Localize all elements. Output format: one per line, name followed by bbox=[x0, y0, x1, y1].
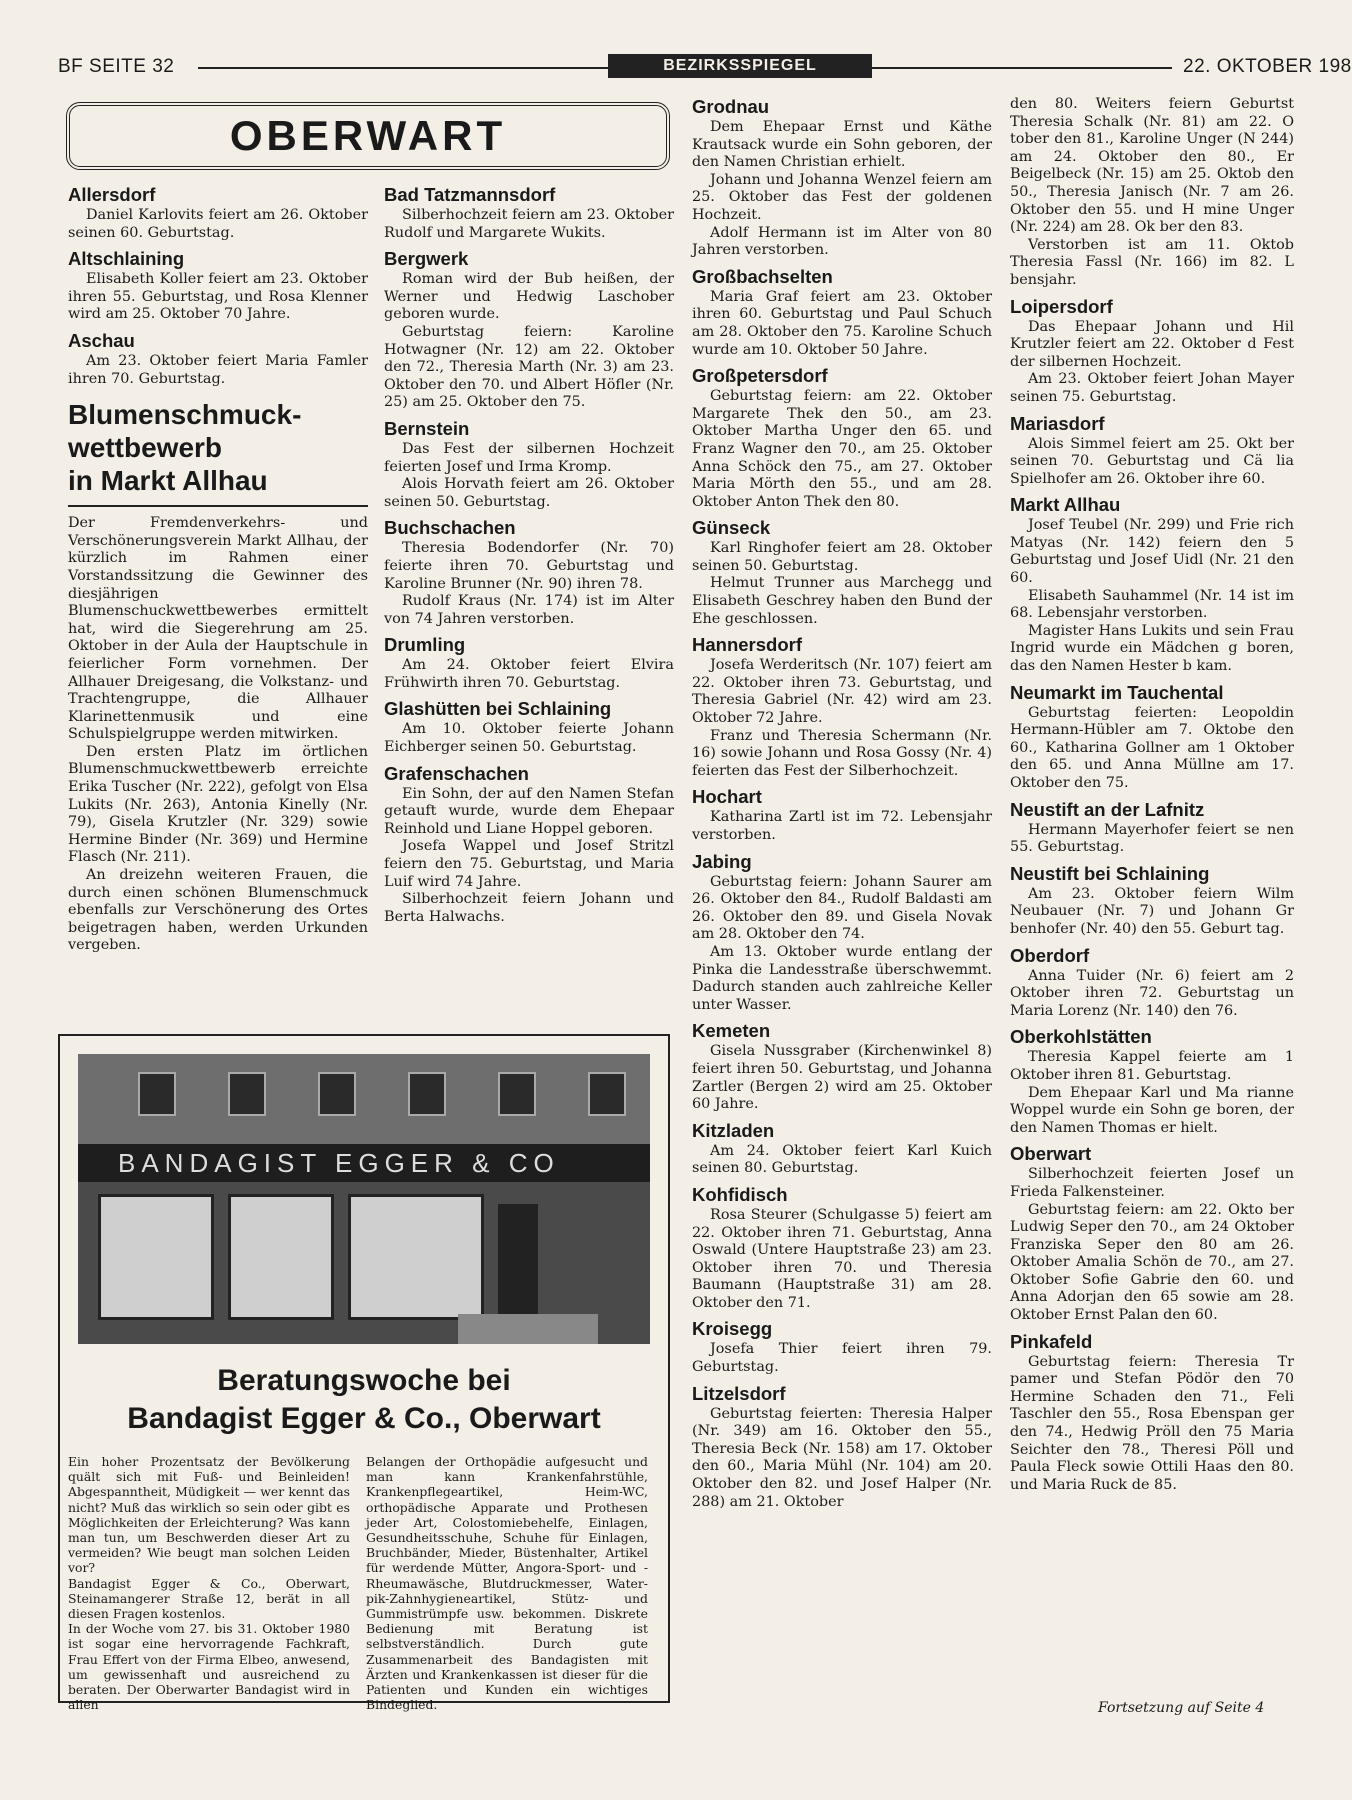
notice-text: Das Fest der silbernen Hochzeit feierten Josef und Irma Kromp. bbox=[384, 440, 674, 475]
notice-text: Katharina Zartl ist im 72. Lebensjahr verstorben. bbox=[692, 809, 992, 843]
notice-heading: Oberkohlstätten bbox=[1010, 1026, 1152, 1048]
notice-heading: Hannersdorf bbox=[692, 634, 802, 656]
notice-text: Adolf Hermann ist im Alter von 80 Jahren verstorben. bbox=[692, 224, 992, 259]
notice-text: Josef Teubel (Nr. 299) und Frie rich Matyas (Nr. 142) feiern den 5 Geburtstag und Josef Uidl (Nr. 21 den 60. bbox=[1010, 517, 1294, 587]
ad-text-left bbox=[68, 1454, 350, 1712]
column-4 bbox=[1010, 96, 1294, 1692]
notice-text: Magister Hans Lukits und sein Frau Ingrid wurde ein Mädchen g boren, das den Namen Hester b kam. bbox=[1010, 622, 1294, 675]
notice-heading: Neumarkt im Tauchental bbox=[1010, 681, 1224, 703]
notice-heading: Mariasdorf bbox=[1010, 412, 1105, 434]
notice-text: Helmut Trunner aus Marchegg und Elisabeth Geschrey haben den Bund der Ehe geschlossen. bbox=[692, 575, 992, 627]
notice-text: Daniel Karlovits feiert am 26. Oktober seinen 60. Geburtstag. bbox=[68, 207, 368, 241]
notice-text: Alois Horvath feiert am 26. Oktober seinen 50. Geburtstag. bbox=[384, 476, 674, 510]
notice-heading: Jabing bbox=[692, 850, 752, 872]
advertisement bbox=[58, 1034, 670, 1713]
notice-text: Geburtstag feiern: Karoline Hotwagner (Nr. 12) am 22. Oktober den 72., Theresia Marth (Nr. 3) am 23. Oktober den 70. und Albert Höfler (Nr. 25) am 25. Oktober den 75. bbox=[384, 323, 674, 411]
notice-text: Am 10. Oktober feierte Johann Eichberger seinen 50. Geburtstag. bbox=[384, 721, 674, 756]
notice-text: Gisela Nussgraber (Kirchenwinkel 8) feiert ihren 50. Geburtstag, und Johanna Zartler (Bergen 2) wird am 25. Oktober 60 Jahre. bbox=[692, 1043, 992, 1113]
ad-paragraph: Bandagist Egger & Co., Oberwart, Steinamangerer Straße 12, berät in all diesen Fragen kostenlos. bbox=[68, 1575, 350, 1622]
notice-text: Am 24. Oktober feiert Karl Kuich seinen 80. Geburtstag. bbox=[692, 1142, 992, 1177]
notice-text: Silberhochzeit feiern Johann und Berta Halwachs. bbox=[384, 891, 674, 925]
notice-text: Alois Simmel feiert am 25. Okt ber seinen 70. Geburtstag und Cä lia Spielhofer am 26. Oktober ihre 60. bbox=[1010, 435, 1294, 487]
notice-heading: Loipersdorf bbox=[1010, 295, 1113, 317]
ad-paragraph: Ein hoher Prozentsatz der Bevölkerung quält sich mit Fuß- und Beinleiden! Abgespanntheit, Müdigkeit — wer kennt das nicht? Muß das wirklich so sein oder gibt es Möglichkeiten der Erleichterung? Was kann man tun, um Beschwerden dieser Art zu vermeiden? Wie beugt man solchen Leiden vor? bbox=[68, 1454, 350, 1576]
notice-heading: Oberdorf bbox=[1010, 944, 1090, 966]
feature-title-line: in Markt Allhau bbox=[68, 465, 268, 497]
feature-title bbox=[68, 398, 368, 497]
notice-text: Karl Ringhofer feiert am 28. Oktober seinen 50. Geburtstag. bbox=[692, 540, 992, 574]
notice-text: Rosa Steurer (Schulgasse 5) feiert am 22. Oktober ihren 71. Geburtstag, Anna Oswald (Untere Hauptstraße 23) am 23. Oktober ihren 70. und Theresia Baumann (Hauptstraße 31) am 28. Oktober den 71. bbox=[692, 1206, 992, 1311]
notice-text: Silberhochzeit feierten Josef un Frieda Falkensteiner. bbox=[1010, 1166, 1294, 1200]
page-header bbox=[58, 50, 1352, 84]
section-label: BEZIRKSSPIEGEL bbox=[608, 54, 872, 78]
notice-text: Am 24. Oktober feiert Elvira Frühwirth ihren 70. Geburtstag. bbox=[384, 657, 674, 691]
notice-heading: Neustift bei Schlaining bbox=[1010, 862, 1210, 884]
notice-text: Josefa Thier feiert ihren 79. Geburtstag. bbox=[692, 1341, 992, 1376]
notice-heading: Grafenschachen bbox=[384, 762, 529, 784]
notice-text: Theresia Bodendorfer (Nr. 70) feierte ihren 70. Geburtstag und Karoline Brunner (Nr. 90) ihren 78. bbox=[384, 540, 674, 592]
notice-heading: Bernstein bbox=[384, 417, 470, 439]
feature-paragraph: An dreizehn weiteren Frauen, die durch einen schönen Blumenschmuck ebenfalls zur Verschönerung des Ortes beigetragen haben, werden Urkunden vergeben. bbox=[68, 867, 368, 954]
issue-date: 22. OKTOBER 198 bbox=[1183, 56, 1352, 77]
notice-heading: Drumling bbox=[384, 634, 466, 656]
notice-heading: Kemeten bbox=[692, 1020, 771, 1042]
notice-text: Dem Ehepaar Karl und Ma rianne Woppel wurde ein Sohn ge boren, der den Namen Thomas er hielt. bbox=[1010, 1084, 1294, 1136]
notice-heading: Neustift an der Lafnitz bbox=[1010, 798, 1205, 820]
notice-text: Theresia Kappel feierte am 1 Oktober ihren 81. Geburtstag. bbox=[1010, 1049, 1294, 1083]
feature-rule bbox=[68, 505, 368, 507]
window bbox=[138, 1072, 176, 1116]
notice-heading: Bergwerk bbox=[384, 248, 469, 270]
notice-text: Josefa Werderitsch (Nr. 107) feiert am 22. Oktober ihren 73. Geburtstag, und Theresia Gabriel (Nr. 42) wird am 23. Oktober 72 Jahre. bbox=[692, 657, 992, 727]
notice-text: den 80. Weiters feiern Geburtst Theresia Schalk (Nr. 81) am 22. O tober den 81., Karoline Unger (N 244) am 24. Oktober den 80., Er Beigelbeck (Nr. 15) am 25. Oktob den 50., Theresia Janisch (Nr. 7 am 26. Oktober den 55. und H mine Unger (Nr. 224) am 28. Ok ber den 83. bbox=[1010, 96, 1294, 236]
notice-text: Hermann Mayerhofer feiert se nen 55. Geburtstag. bbox=[1010, 821, 1294, 856]
notice-heading: Aschau bbox=[68, 329, 135, 351]
header-rule-right bbox=[872, 67, 1172, 69]
notice-text: Geburtstag feiern: Johann Saurer am 26. Oktober den 84., Rudolf Baldasti am 26. Oktober den 89. und Gisela Novak am 28. Oktober den 74. bbox=[692, 873, 992, 943]
window bbox=[318, 1072, 356, 1116]
shop-window bbox=[98, 1194, 214, 1320]
notice-heading: Großpetersdorf bbox=[692, 365, 828, 387]
notice-text: Dem Ehepaar Ernst und Käthe Krautsack wurde ein Sohn geboren, der den Namen Christian erhielt. bbox=[692, 119, 992, 171]
banner-title: OBERWART bbox=[229, 112, 507, 159]
oberwart-banner bbox=[66, 102, 670, 170]
notice-heading: Pinkafeld bbox=[1010, 1330, 1093, 1352]
shop-photo bbox=[78, 1054, 650, 1344]
notice-text: Am 23. Oktober feiert Maria Famler ihren 70. Geburtstag. bbox=[68, 352, 368, 387]
feature-paragraph: Der Fremdenverkehrs- und Verschönerungsverein Markt Allhau, der kürzlich im Rahmen einer Vorstandssitzung die Gewinner des diesjährigen Blumenschuckwettbewerbes ermittelt hat, wird die Siegerehrung am 25. Oktober in der Aula der Hauptschule in feierlicher Form vornehmen. Der Allhauer Dreigesang, die Volkstanz- und Trachtengruppe, die Allhauer Klarinettenmusik und eine Schulspielgruppe werden mitwirken. bbox=[68, 515, 368, 743]
notice-text: Am 23. Oktober feiert Johan Mayer seinen 75. Geburtstag. bbox=[1010, 371, 1294, 405]
feature-title-line: Blumenschmuck- bbox=[68, 399, 302, 431]
feature-title-line: wettbewerb bbox=[68, 432, 223, 464]
shop-door bbox=[498, 1204, 538, 1314]
column-2 bbox=[384, 184, 674, 926]
notice-text: Geburtstag feierten: Leopoldin Hermann-Hübler am 7. Oktobe den 60., Katharina Gollner am 1 Oktober den 65. und Anna Müllne am 17. Oktober den 75. bbox=[1010, 704, 1294, 791]
notice-text: Geburtstag feierten: Theresia Halper (Nr. 349) am 16. Oktober den 55., Theresia Beck (Nr. 158) am 17. Oktober den 60., Maria Mühl (Nr. 104) am 20. Oktober den 82. und Josef Halper (Nr. 288) am 21. Oktober bbox=[692, 1405, 992, 1510]
window bbox=[498, 1072, 536, 1116]
notice-text: Franz und Theresia Schermann (Nr. 16) sowie Johann und Rosa Gossy (Nr. 4) feierten das Fest der Silberhochzeit. bbox=[692, 727, 992, 779]
ad-paragraph: In der Woche vom 27. bis 31. Oktober 1980 ist sogar eine hervorragende Fachkraft, Frau Effert von der Firma Elbeo, anwesend, um gewissenhaft und ausreichend zu beraten. Der Oberwarter Bandagist wird in allen bbox=[68, 1621, 350, 1713]
notice-text: Josefa Wappel und Josef Stritzl feiern den 75. Geburtstag, und Maria Luif wird 74 Jahre. bbox=[384, 838, 674, 890]
notice-heading: Buchschachen bbox=[384, 517, 516, 539]
notice-text: Das Ehepaar Johann und Hil Krutzler feiert am 22. Oktober d Fest der silbernen Hochzeit. bbox=[1010, 318, 1294, 370]
ad-headline bbox=[60, 1362, 668, 1438]
feature-paragraph: Den ersten Platz im örtlichen Blumenschmuckwettbewerb erreichte Erika Tuscher (Nr. 222), gefolgt von Elsa Lukits (Nr. 263), Antonia Kinelly (Nr. 79), Gisela Krutzler (Nr. 329) sowie Hermine Binder (Nr. 369) und Hermine Flasch (Nr. 211). bbox=[68, 743, 368, 866]
column-1 bbox=[68, 184, 368, 955]
notice-heading: Hochart bbox=[692, 786, 762, 808]
ad-paragraph: Belangen der Orthopädie aufgesucht und man kann Krankenfahrstühle, Krankenpflegeartikel, Heim-WC, orthopädische Apparate und Prothesen jeder Art, Colostomiebehelfe, Einlagen, Gesundheitsschuhe, Schuhe für Einlagen, Bruchbänder, Mieder, Büstenhalter, Artikel für werdende Mütter, Angora-Sport- und -Rheumawäsche, Blutdruckmesser, Water-pik-Zahnhygieneartikel, Stütz- und Gummistrümpfe usw. bekommen. Diskrete Bedienung mit Beratung ist selbstverständlich. Durch gute Zusammenarbeit des Bandagisten mit Ärzten und Krankenkassen ist dieser für die Patienten und Kunden ein wichtiges Bindeglied. bbox=[366, 1454, 648, 1713]
window bbox=[408, 1072, 446, 1116]
ad-headline-line: Beratungswoche bei bbox=[217, 1364, 511, 1397]
feature-body bbox=[68, 515, 368, 955]
notice-heading: Großbachselten bbox=[692, 265, 833, 287]
notice-text: Geburtstag feiern: am 22. Oktober Margarete Thek den 50., am 23. Oktober Martha Unger den 65. und Franz Wagner den 70., am 25. Oktober Anna Schöck den 75., am 27. Oktober Maria Mörth den 55., und am 28. Oktober Anton Thek den 80. bbox=[692, 388, 992, 510]
notice-text: Am 23. Oktober feiern Wilm Neubauer (Nr. 7) und Johann Gr benhofer (Nr. 40) den 55. Geburt tag. bbox=[1010, 885, 1294, 937]
notice-heading: Kroisegg bbox=[692, 1318, 773, 1340]
notice-text: Am 13. Oktober wurde entlang der Pinka die Landesstraße überschwemmt. Dadurch standen auch zahlreiche Keller unter Wasser. bbox=[692, 943, 992, 1013]
notice-text: Anna Tuider (Nr. 6) feiert am 2 Oktober ihren 72. Geburtstag un Maria Lorenz (Nr. 140) den 76. bbox=[1010, 967, 1294, 1019]
header-rule-left bbox=[198, 67, 608, 69]
notice-text: Verstorben ist am 11. Oktob Theresia Fassl (Nr. 166) im 82. L bensjahr. bbox=[1010, 236, 1294, 288]
notice-heading: Grodnau bbox=[692, 96, 770, 117]
notice-text: Ein Sohn, der auf den Namen Stefan getauft wurde, wurde dem Ehepaar Reinhold und Liane Hoppel geboren. bbox=[384, 785, 674, 837]
notice-text: Silberhochzeit feiern am 23. Oktober Rudolf und Margarete Wukits. bbox=[384, 207, 674, 241]
notice-text: Rudolf Kraus (Nr. 174) ist im Alter von 74 Jahren verstorben. bbox=[384, 593, 674, 627]
notice-heading: Kohfidisch bbox=[692, 1183, 788, 1205]
notice-heading: Günseck bbox=[692, 517, 771, 539]
shop-window bbox=[348, 1194, 484, 1320]
notice-text: Elisabeth Koller feiert am 23. Oktober ihren 55. Geburtstag, und Rosa Klenner wird am 25. Oktober 70 Jahre. bbox=[68, 271, 368, 323]
window bbox=[228, 1072, 266, 1116]
continuation-note: Fortsetzung auf Seite 4 bbox=[1098, 1700, 1265, 1716]
notice-heading: Kitzladen bbox=[692, 1119, 775, 1141]
page-number: BF SEITE 32 bbox=[58, 56, 175, 77]
notice-heading: Altschlaining bbox=[68, 248, 185, 270]
column-3 bbox=[692, 96, 992, 1511]
ad-headline-line: Bandagist Egger & Co., Oberwart bbox=[127, 1402, 601, 1435]
notice-heading: Glashütten bei Schlaining bbox=[384, 698, 612, 720]
ad-text-right bbox=[366, 1454, 648, 1712]
notice-heading: Oberwart bbox=[1010, 1143, 1092, 1165]
shop-window bbox=[228, 1194, 334, 1320]
window bbox=[588, 1072, 626, 1116]
notice-heading: Allersdorf bbox=[68, 184, 156, 205]
notice-text: Roman wird der Bub heißen, der Werner und Hedwig Laschober geboren wurde. bbox=[384, 271, 674, 323]
notice-text: Johann und Johanna Wenzel feiern am 25. Oktober das Fest der goldenen Hochzeit. bbox=[692, 171, 992, 223]
shop-sign: BANDAGIST EGGER & CO bbox=[78, 1144, 650, 1182]
notice-text: Elisabeth Sauhammel (Nr. 14 ist im 68. Lebensjahr verstorben. bbox=[1010, 587, 1294, 622]
notice-heading: Markt Allhau bbox=[1010, 494, 1121, 516]
notice-heading: Litzelsdorf bbox=[692, 1382, 786, 1404]
notice-text: Maria Graf feiert am 23. Oktober ihren 60. Geburtstag und Paul Schuch am 28. Oktober den 75. Karoline Schuch wurde am 10. Oktober 50 Jahre. bbox=[692, 288, 992, 358]
column-1-notices bbox=[68, 184, 368, 388]
notice-text: Geburtstag feiern: am 22. Okto ber Ludwig Seper den 70., am 24 Oktober Franziska Seper den 80 am 26. Oktober Amalia Schön de 70., am 27. Oktober Sofie Gabrie den 60. und Anna Adorjan den 65 sowie am 28. Oktober Ernst Palan den 60. bbox=[1010, 1201, 1294, 1324]
notice-heading: Bad Tatzmannsdorf bbox=[384, 184, 556, 205]
entrance-steps bbox=[458, 1314, 598, 1344]
notice-text: Geburtstag feiern: Theresia Tr pamer und Stefan Pödör den 70 Hermine Schaden den 71., Feli Taschler den 55., Rosa Ebenspan ger den 74., Hedwig Pröll den 75 Maria Seichter den 78., Theresi Pöll und Paula Fleck sowie Ottili Haas den 80. und Maria Ruck de 85. bbox=[1010, 1353, 1294, 1493]
